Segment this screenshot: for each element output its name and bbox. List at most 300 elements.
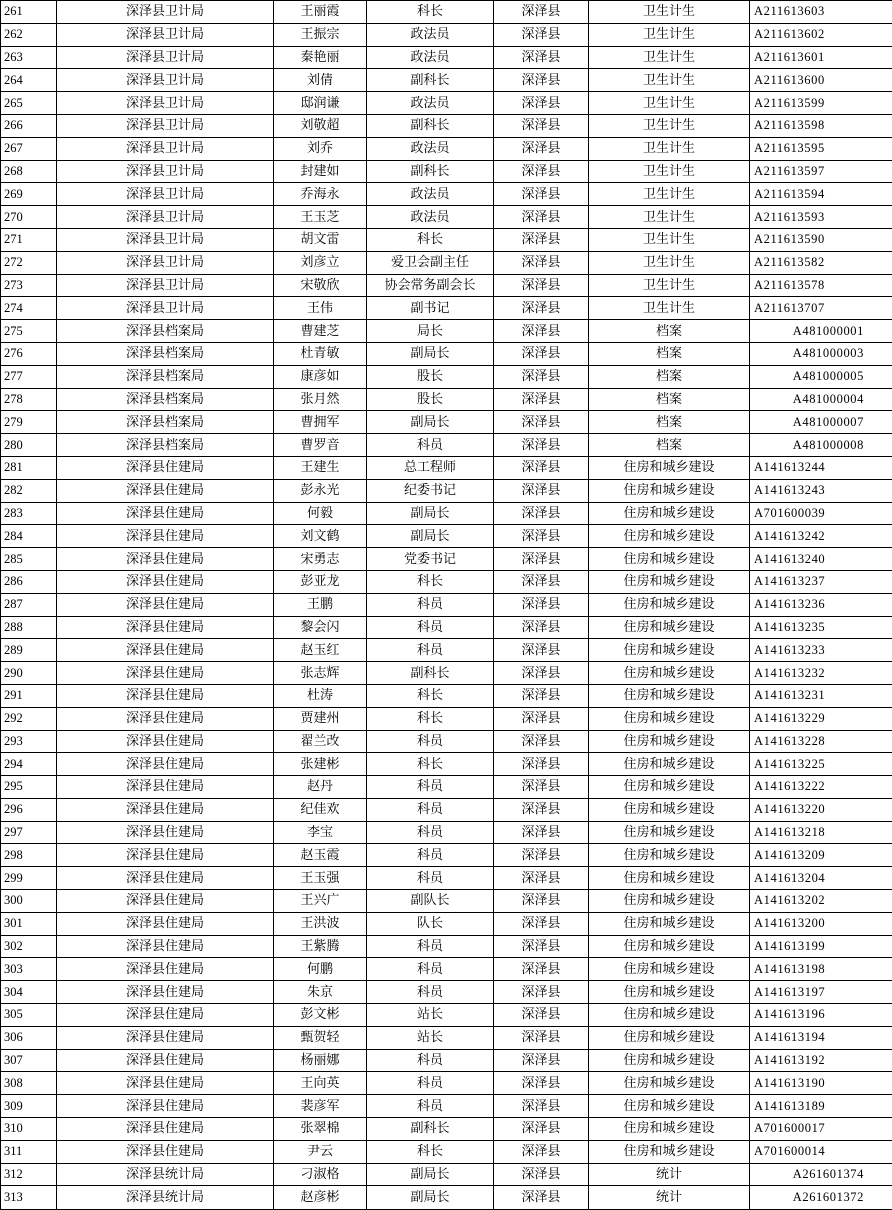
id-code-cell: A141613225	[750, 753, 892, 776]
row-number-cell: 292	[1, 707, 57, 730]
job-title-cell: 科员	[367, 844, 494, 867]
job-title-cell: 副局长	[367, 411, 494, 434]
table-row	[1, 525, 892, 548]
job-title-cell: 站长	[367, 1026, 494, 1049]
job-title-cell: 科员	[367, 1095, 494, 1118]
job-title-cell: 科员	[367, 616, 494, 639]
row-number-cell: 295	[1, 776, 57, 799]
person-name-cell: 贾建州	[274, 707, 367, 730]
county-cell: 深泽县	[494, 570, 589, 593]
job-title-cell: 副局长	[367, 502, 494, 525]
job-title-cell: 科长	[367, 1140, 494, 1163]
job-title-cell: 队长	[367, 912, 494, 935]
person-name-cell: 封建如	[274, 160, 367, 183]
row-number-cell: 271	[1, 228, 57, 251]
person-name-cell: 何毅	[274, 502, 367, 525]
row-number-cell: 313	[1, 1186, 57, 1210]
department-cell: 深泽县住建局	[57, 1026, 274, 1049]
category-cell: 住房和城乡建设	[589, 1095, 750, 1118]
category-cell: 住房和城乡建设	[589, 981, 750, 1004]
table-row	[1, 912, 892, 935]
person-name-cell: 黎会闪	[274, 616, 367, 639]
department-cell: 深泽县住建局	[57, 776, 274, 799]
row-number-cell: 306	[1, 1026, 57, 1049]
department-cell: 深泽县住建局	[57, 1049, 274, 1072]
category-cell: 住房和城乡建设	[589, 798, 750, 821]
department-cell: 深泽县住建局	[57, 1140, 274, 1163]
county-cell: 深泽县	[494, 160, 589, 183]
county-cell: 深泽县	[494, 1186, 589, 1210]
county-cell: 深泽县	[494, 1, 589, 24]
row-number-cell: 288	[1, 616, 57, 639]
table-row	[1, 639, 892, 662]
job-title-cell: 科长	[367, 707, 494, 730]
county-cell: 深泽县	[494, 1140, 589, 1163]
category-cell: 住房和城乡建设	[589, 1118, 750, 1141]
job-title-cell: 副局长	[367, 525, 494, 548]
person-name-cell: 王振宗	[274, 23, 367, 46]
category-cell: 住房和城乡建设	[589, 776, 750, 799]
county-cell: 深泽县	[494, 867, 589, 890]
county-cell: 深泽县	[494, 320, 589, 343]
id-code-cell: A141613240	[750, 548, 892, 571]
county-cell: 深泽县	[494, 297, 589, 320]
job-title-cell: 站长	[367, 1004, 494, 1027]
id-code-cell: A701600014	[750, 1140, 892, 1163]
county-cell: 深泽县	[494, 662, 589, 685]
id-code-cell: A261601372	[750, 1186, 892, 1210]
category-cell: 住房和城乡建设	[589, 684, 750, 707]
county-cell: 深泽县	[494, 1026, 589, 1049]
department-cell: 深泽县住建局	[57, 890, 274, 913]
id-code-cell: A481000005	[750, 365, 892, 388]
job-title-cell: 科员	[367, 593, 494, 616]
department-cell: 深泽县卫计局	[57, 23, 274, 46]
person-name-cell: 王丽霞	[274, 1, 367, 24]
county-cell: 深泽县	[494, 206, 589, 229]
row-number-cell: 300	[1, 890, 57, 913]
table-row	[1, 981, 892, 1004]
table-body	[1, 1, 892, 1210]
job-title-cell: 股长	[367, 388, 494, 411]
table-row	[1, 1186, 892, 1210]
table-row	[1, 1049, 892, 1072]
job-title-cell: 副局长	[367, 1186, 494, 1210]
table-row	[1, 616, 892, 639]
category-cell: 卫生计生	[589, 206, 750, 229]
county-cell: 深泽县	[494, 935, 589, 958]
category-cell: 档案	[589, 388, 750, 411]
department-cell: 深泽县住建局	[57, 821, 274, 844]
table-row	[1, 388, 892, 411]
row-number-cell: 277	[1, 365, 57, 388]
id-code-cell: A211613595	[750, 137, 892, 160]
department-cell: 深泽县卫计局	[57, 297, 274, 320]
row-number-cell: 267	[1, 137, 57, 160]
person-name-cell: 杨丽娜	[274, 1049, 367, 1072]
job-title-cell: 科员	[367, 434, 494, 457]
person-name-cell: 曹建芝	[274, 320, 367, 343]
category-cell: 档案	[589, 434, 750, 457]
person-name-cell: 乔海永	[274, 183, 367, 206]
table-row	[1, 570, 892, 593]
category-cell: 卫生计生	[589, 274, 750, 297]
table-row	[1, 228, 892, 251]
table-row	[1, 1118, 892, 1141]
county-cell: 深泽县	[494, 1049, 589, 1072]
id-code-cell: A141613189	[750, 1095, 892, 1118]
id-code-cell: A481000003	[750, 342, 892, 365]
id-code-cell: A141613231	[750, 684, 892, 707]
county-cell: 深泽县	[494, 46, 589, 69]
row-number-cell: 289	[1, 639, 57, 662]
county-cell: 深泽县	[494, 388, 589, 411]
job-title-cell: 科员	[367, 935, 494, 958]
person-name-cell: 王玉强	[274, 867, 367, 890]
department-cell: 深泽县卫计局	[57, 160, 274, 183]
category-cell: 卫生计生	[589, 114, 750, 137]
department-cell: 深泽县住建局	[57, 616, 274, 639]
department-cell: 深泽县住建局	[57, 844, 274, 867]
category-cell: 住房和城乡建设	[589, 1072, 750, 1095]
id-code-cell: A211613593	[750, 206, 892, 229]
department-cell: 深泽县档案局	[57, 411, 274, 434]
category-cell: 住房和城乡建设	[589, 1026, 750, 1049]
person-name-cell: 何鹏	[274, 958, 367, 981]
table-row	[1, 684, 892, 707]
id-code-cell: A481000001	[750, 320, 892, 343]
department-cell: 深泽县卫计局	[57, 114, 274, 137]
id-code-cell: A141613229	[750, 707, 892, 730]
id-code-cell: A141613200	[750, 912, 892, 935]
row-number-cell: 281	[1, 456, 57, 479]
table-row	[1, 958, 892, 981]
department-cell: 深泽县住建局	[57, 639, 274, 662]
row-number-cell: 275	[1, 320, 57, 343]
category-cell: 住房和城乡建设	[589, 844, 750, 867]
person-name-cell: 彭永光	[274, 479, 367, 502]
department-cell: 深泽县住建局	[57, 570, 274, 593]
table-row	[1, 548, 892, 571]
table-row	[1, 844, 892, 867]
job-title-cell: 副科长	[367, 160, 494, 183]
department-cell: 深泽县卫计局	[57, 251, 274, 274]
category-cell: 住房和城乡建设	[589, 707, 750, 730]
job-title-cell: 副队长	[367, 890, 494, 913]
table-row	[1, 160, 892, 183]
department-cell: 深泽县档案局	[57, 388, 274, 411]
person-name-cell: 杜涛	[274, 684, 367, 707]
department-cell: 深泽县住建局	[57, 662, 274, 685]
row-number-cell: 296	[1, 798, 57, 821]
row-number-cell: 269	[1, 183, 57, 206]
department-cell: 深泽县住建局	[57, 1072, 274, 1095]
job-title-cell: 协会常务副会长	[367, 274, 494, 297]
id-code-cell: A701600039	[750, 502, 892, 525]
job-title-cell: 局长	[367, 320, 494, 343]
job-title-cell: 科员	[367, 1049, 494, 1072]
id-code-cell: A211613597	[750, 160, 892, 183]
person-name-cell: 朱京	[274, 981, 367, 1004]
job-title-cell: 政法员	[367, 23, 494, 46]
person-name-cell: 秦艳丽	[274, 46, 367, 69]
department-cell: 深泽县卫计局	[57, 1, 274, 24]
row-number-cell: 299	[1, 867, 57, 890]
job-title-cell: 党委书记	[367, 548, 494, 571]
row-number-cell: 272	[1, 251, 57, 274]
row-number-cell: 309	[1, 1095, 57, 1118]
department-cell: 深泽县住建局	[57, 684, 274, 707]
department-cell: 深泽县卫计局	[57, 92, 274, 115]
person-name-cell: 王兴广	[274, 890, 367, 913]
person-name-cell: 翟兰改	[274, 730, 367, 753]
county-cell: 深泽县	[494, 183, 589, 206]
person-name-cell: 刘文鹤	[274, 525, 367, 548]
row-number-cell: 266	[1, 114, 57, 137]
row-number-cell: 276	[1, 342, 57, 365]
county-cell: 深泽县	[494, 844, 589, 867]
id-code-cell: A211613707	[750, 297, 892, 320]
category-cell: 卫生计生	[589, 69, 750, 92]
job-title-cell: 股长	[367, 365, 494, 388]
table-row	[1, 456, 892, 479]
category-cell: 卫生计生	[589, 46, 750, 69]
county-cell: 深泽县	[494, 479, 589, 502]
person-name-cell: 张翠棉	[274, 1118, 367, 1141]
row-number-cell: 294	[1, 753, 57, 776]
department-cell: 深泽县卫计局	[57, 228, 274, 251]
county-cell: 深泽县	[494, 1072, 589, 1095]
county-cell: 深泽县	[494, 274, 589, 297]
county-cell: 深泽县	[494, 548, 589, 571]
row-number-cell: 278	[1, 388, 57, 411]
row-number-cell: 293	[1, 730, 57, 753]
category-cell: 档案	[589, 411, 750, 434]
person-name-cell: 康彦如	[274, 365, 367, 388]
row-number-cell: 298	[1, 844, 57, 867]
category-cell: 住房和城乡建设	[589, 821, 750, 844]
job-title-cell: 科员	[367, 730, 494, 753]
id-code-cell: A211613601	[750, 46, 892, 69]
category-cell: 统计	[589, 1186, 750, 1210]
table-row	[1, 251, 892, 274]
id-code-cell: A141613202	[750, 890, 892, 913]
job-title-cell: 政法员	[367, 206, 494, 229]
person-name-cell: 宋敬欣	[274, 274, 367, 297]
job-title-cell: 科员	[367, 776, 494, 799]
job-title-cell: 副科长	[367, 114, 494, 137]
category-cell: 住房和城乡建设	[589, 890, 750, 913]
id-code-cell: A481000008	[750, 434, 892, 457]
id-code-cell: A141613220	[750, 798, 892, 821]
department-cell: 深泽县住建局	[57, 456, 274, 479]
category-cell: 卫生计生	[589, 23, 750, 46]
person-name-cell: 彭亚龙	[274, 570, 367, 593]
county-cell: 深泽县	[494, 434, 589, 457]
person-name-cell: 赵玉霞	[274, 844, 367, 867]
category-cell: 住房和城乡建设	[589, 616, 750, 639]
id-code-cell: A141613233	[750, 639, 892, 662]
id-code-cell: A141613222	[750, 776, 892, 799]
row-number-cell: 265	[1, 92, 57, 115]
table-row	[1, 1163, 892, 1186]
row-number-cell: 297	[1, 821, 57, 844]
county-cell: 深泽县	[494, 1004, 589, 1027]
id-code-cell: A141613199	[750, 935, 892, 958]
row-number-cell: 262	[1, 23, 57, 46]
table-row	[1, 867, 892, 890]
category-cell: 卫生计生	[589, 160, 750, 183]
department-cell: 深泽县住建局	[57, 935, 274, 958]
row-number-cell: 285	[1, 548, 57, 571]
table-row	[1, 593, 892, 616]
category-cell: 住房和城乡建设	[589, 548, 750, 571]
table-row	[1, 730, 892, 753]
id-code-cell: A141613194	[750, 1026, 892, 1049]
row-number-cell: 268	[1, 160, 57, 183]
job-title-cell: 副书记	[367, 297, 494, 320]
row-number-cell: 307	[1, 1049, 57, 1072]
department-cell: 深泽县住建局	[57, 958, 274, 981]
county-cell: 深泽县	[494, 525, 589, 548]
category-cell: 卫生计生	[589, 183, 750, 206]
row-number-cell: 310	[1, 1118, 57, 1141]
id-code-cell: A211613578	[750, 274, 892, 297]
county-cell: 深泽县	[494, 981, 589, 1004]
department-cell: 深泽县档案局	[57, 320, 274, 343]
category-cell: 住房和城乡建设	[589, 639, 750, 662]
row-number-cell: 287	[1, 593, 57, 616]
id-code-cell: A481000007	[750, 411, 892, 434]
department-cell: 深泽县住建局	[57, 1095, 274, 1118]
category-cell: 卫生计生	[589, 297, 750, 320]
county-cell: 深泽县	[494, 890, 589, 913]
job-title-cell: 副局长	[367, 342, 494, 365]
table-row	[1, 1072, 892, 1095]
job-title-cell: 纪委书记	[367, 479, 494, 502]
county-cell: 深泽县	[494, 411, 589, 434]
person-name-cell: 王伟	[274, 297, 367, 320]
id-code-cell: A701600017	[750, 1118, 892, 1141]
county-cell: 深泽县	[494, 228, 589, 251]
id-code-cell: A211613600	[750, 69, 892, 92]
department-cell: 深泽县档案局	[57, 342, 274, 365]
job-title-cell: 总工程师	[367, 456, 494, 479]
county-cell: 深泽县	[494, 639, 589, 662]
department-cell: 深泽县住建局	[57, 753, 274, 776]
job-title-cell: 科员	[367, 639, 494, 662]
county-cell: 深泽县	[494, 365, 589, 388]
county-cell: 深泽县	[494, 821, 589, 844]
person-name-cell: 张志辉	[274, 662, 367, 685]
person-name-cell: 张月然	[274, 388, 367, 411]
job-title-cell: 科长	[367, 228, 494, 251]
category-cell: 统计	[589, 1163, 750, 1186]
department-cell: 深泽县卫计局	[57, 46, 274, 69]
category-cell: 住房和城乡建设	[589, 456, 750, 479]
table-row	[1, 753, 892, 776]
id-code-cell: A141613242	[750, 525, 892, 548]
department-cell: 深泽县卫计局	[57, 69, 274, 92]
table-row	[1, 707, 892, 730]
county-cell: 深泽县	[494, 753, 589, 776]
person-name-cell: 曹罗音	[274, 434, 367, 457]
id-code-cell: A141613197	[750, 981, 892, 1004]
department-cell: 深泽县住建局	[57, 593, 274, 616]
department-cell: 深泽县住建局	[57, 548, 274, 571]
department-cell: 深泽县住建局	[57, 707, 274, 730]
table-row	[1, 69, 892, 92]
table-row	[1, 92, 892, 115]
county-cell: 深泽县	[494, 593, 589, 616]
table-row	[1, 183, 892, 206]
person-name-cell: 胡文雷	[274, 228, 367, 251]
id-code-cell: A141613235	[750, 616, 892, 639]
county-cell: 深泽县	[494, 137, 589, 160]
id-code-cell: A141613196	[750, 1004, 892, 1027]
category-cell: 住房和城乡建设	[589, 867, 750, 890]
row-number-cell: 283	[1, 502, 57, 525]
table-row	[1, 1004, 892, 1027]
county-cell: 深泽县	[494, 776, 589, 799]
table-row	[1, 297, 892, 320]
job-title-cell: 科员	[367, 958, 494, 981]
department-cell: 深泽县卫计局	[57, 206, 274, 229]
county-cell: 深泽县	[494, 616, 589, 639]
job-title-cell: 副科长	[367, 662, 494, 685]
department-cell: 深泽县档案局	[57, 434, 274, 457]
id-code-cell: A141613218	[750, 821, 892, 844]
row-number-cell: 279	[1, 411, 57, 434]
person-name-cell: 王鹏	[274, 593, 367, 616]
department-cell: 深泽县住建局	[57, 502, 274, 525]
category-cell: 住房和城乡建设	[589, 662, 750, 685]
person-name-cell: 杜青敏	[274, 342, 367, 365]
row-number-cell: 264	[1, 69, 57, 92]
person-name-cell: 甄贺轻	[274, 1026, 367, 1049]
job-title-cell: 科长	[367, 684, 494, 707]
category-cell: 卫生计生	[589, 251, 750, 274]
table-row	[1, 1095, 892, 1118]
table-row	[1, 320, 892, 343]
table-row	[1, 206, 892, 229]
id-code-cell: A141613237	[750, 570, 892, 593]
category-cell: 住房和城乡建设	[589, 525, 750, 548]
id-code-cell: A141613244	[750, 456, 892, 479]
county-cell: 深泽县	[494, 1163, 589, 1186]
row-number-cell: 311	[1, 1140, 57, 1163]
id-code-cell: A481000004	[750, 388, 892, 411]
row-number-cell: 274	[1, 297, 57, 320]
person-name-cell: 王建生	[274, 456, 367, 479]
id-code-cell: A141613190	[750, 1072, 892, 1095]
table-row	[1, 137, 892, 160]
person-name-cell: 王向英	[274, 1072, 367, 1095]
id-code-cell: A211613599	[750, 92, 892, 115]
id-code-cell: A211613603	[750, 1, 892, 24]
job-title-cell: 科员	[367, 867, 494, 890]
person-name-cell: 刘乔	[274, 137, 367, 160]
row-number-cell: 303	[1, 958, 57, 981]
category-cell: 住房和城乡建设	[589, 958, 750, 981]
category-cell: 住房和城乡建设	[589, 753, 750, 776]
id-code-cell: A141613198	[750, 958, 892, 981]
department-cell: 深泽县统计局	[57, 1186, 274, 1210]
category-cell: 住房和城乡建设	[589, 570, 750, 593]
person-name-cell: 刁淑格	[274, 1163, 367, 1186]
person-name-cell: 刘彦立	[274, 251, 367, 274]
id-code-cell: A211613594	[750, 183, 892, 206]
